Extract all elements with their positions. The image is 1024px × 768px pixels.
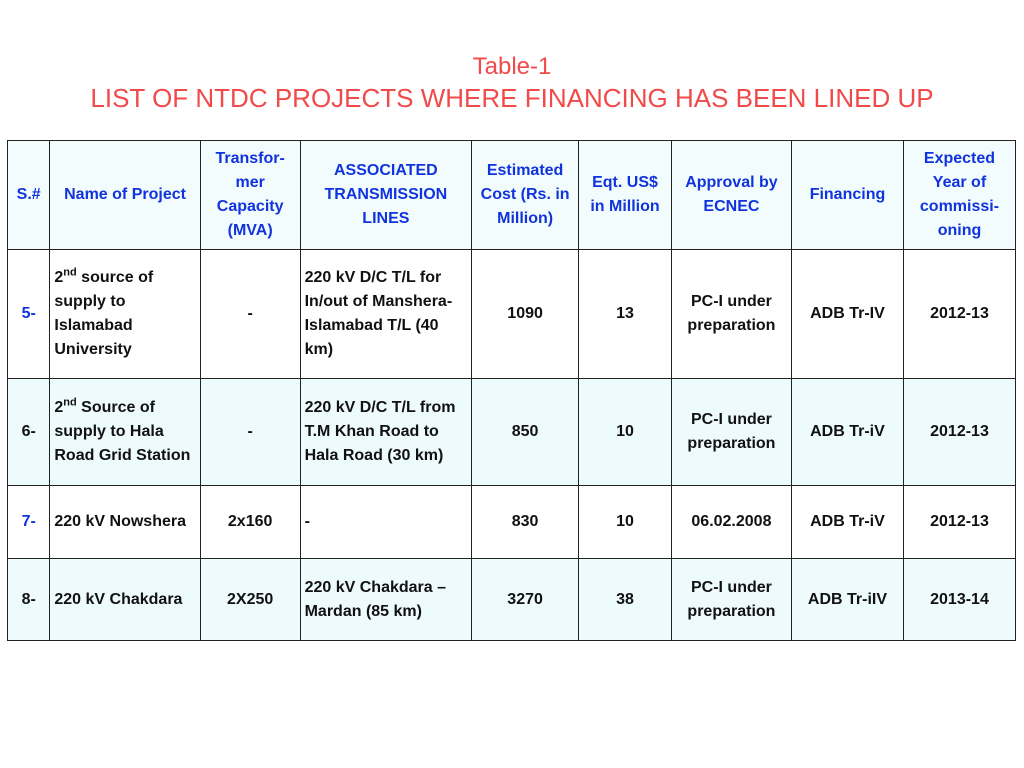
header-cell-year: Expected Year of commissi-oning [903,141,1015,250]
cell-financing: ADB Tr-iV [791,486,903,559]
cell-sn: 5- [8,250,50,379]
cell-lines: 220 kV Chakdara – Mardan (85 km) [300,559,472,641]
cell-approval: PC-I under preparation [671,559,791,641]
cell-year: 2012-13 [903,250,1015,379]
header-cell-lines: ASSOCIATED TRANSMISSION LINES [300,141,472,250]
cell-usd: 10 [579,379,672,486]
cell-capacity: 2X250 [200,559,300,641]
cell-sn: 6- [8,379,50,486]
cell-financing: ADB Tr-IV [791,250,903,379]
cell-cost: 830 [472,486,579,559]
cell-usd: 13 [579,250,672,379]
table-row [8,486,1016,559]
cell-sn: 8- [8,559,50,641]
table-number: Table-1 [472,53,552,80]
header-cell-project: Name of Project [50,141,200,250]
cell-approval: 06.02.2008 [671,486,791,559]
page-title: LIST OF NTDC PROJECTS WHERE FINANCING HAS BEEN LINED UP [90,83,934,113]
cell-cost: 1090 [472,250,579,379]
header-cell-cost: Estimated Cost (Rs. in Million) [472,141,579,250]
cell-financing: ADB Tr-iIV [791,559,903,641]
header-cell-capacity: Transfor-mer Capacity (MVA) [200,141,300,250]
cell-capacity: - [200,250,300,379]
cell-lines: 220 kV D/C T/L for In/out of Manshera-Islamabad T/L (40 km) [300,250,472,379]
cell-year: 2013-14 [903,559,1015,641]
cell-year: 2012-13 [903,379,1015,486]
cell-cost: 850 [472,379,579,486]
table-row [8,559,1016,641]
table-row [8,379,1016,486]
table-row [8,250,1016,379]
cell-usd: 10 [579,486,672,559]
cell-capacity: - [200,379,300,486]
cell-year: 2012-13 [903,486,1015,559]
header-row [8,141,1016,250]
cell-capacity: 2x160 [200,486,300,559]
cell-approval: PC-I under preparation [671,379,791,486]
cell-cost: 3270 [472,559,579,641]
projects-table [7,140,1016,641]
cell-project: 220 kV Chakdara [50,559,200,641]
cell-approval: PC-I under preparation [671,250,791,379]
header-cell-sn: S.# [8,141,50,250]
title-block [0,52,1024,114]
header-cell-approval: Approval by ECNEC [671,141,791,250]
header-cell-financing: Financing [791,141,903,250]
cell-financing: ADB Tr-iV [791,379,903,486]
cell-lines: - [300,486,472,559]
cell-sn: 7- [8,486,50,559]
cell-project: 2nd source of supply to Islamabad University [50,250,200,379]
cell-usd: 38 [579,559,672,641]
cell-project: 2nd Source of supply to Hala Road Grid Station [50,379,200,486]
header-cell-usd: Eqt. US$ in Million [579,141,672,250]
cell-project: 220 kV Nowshera [50,486,200,559]
cell-lines: 220 kV D/C T/L from T.M Khan Road to Hala Road (30 km) [300,379,472,486]
